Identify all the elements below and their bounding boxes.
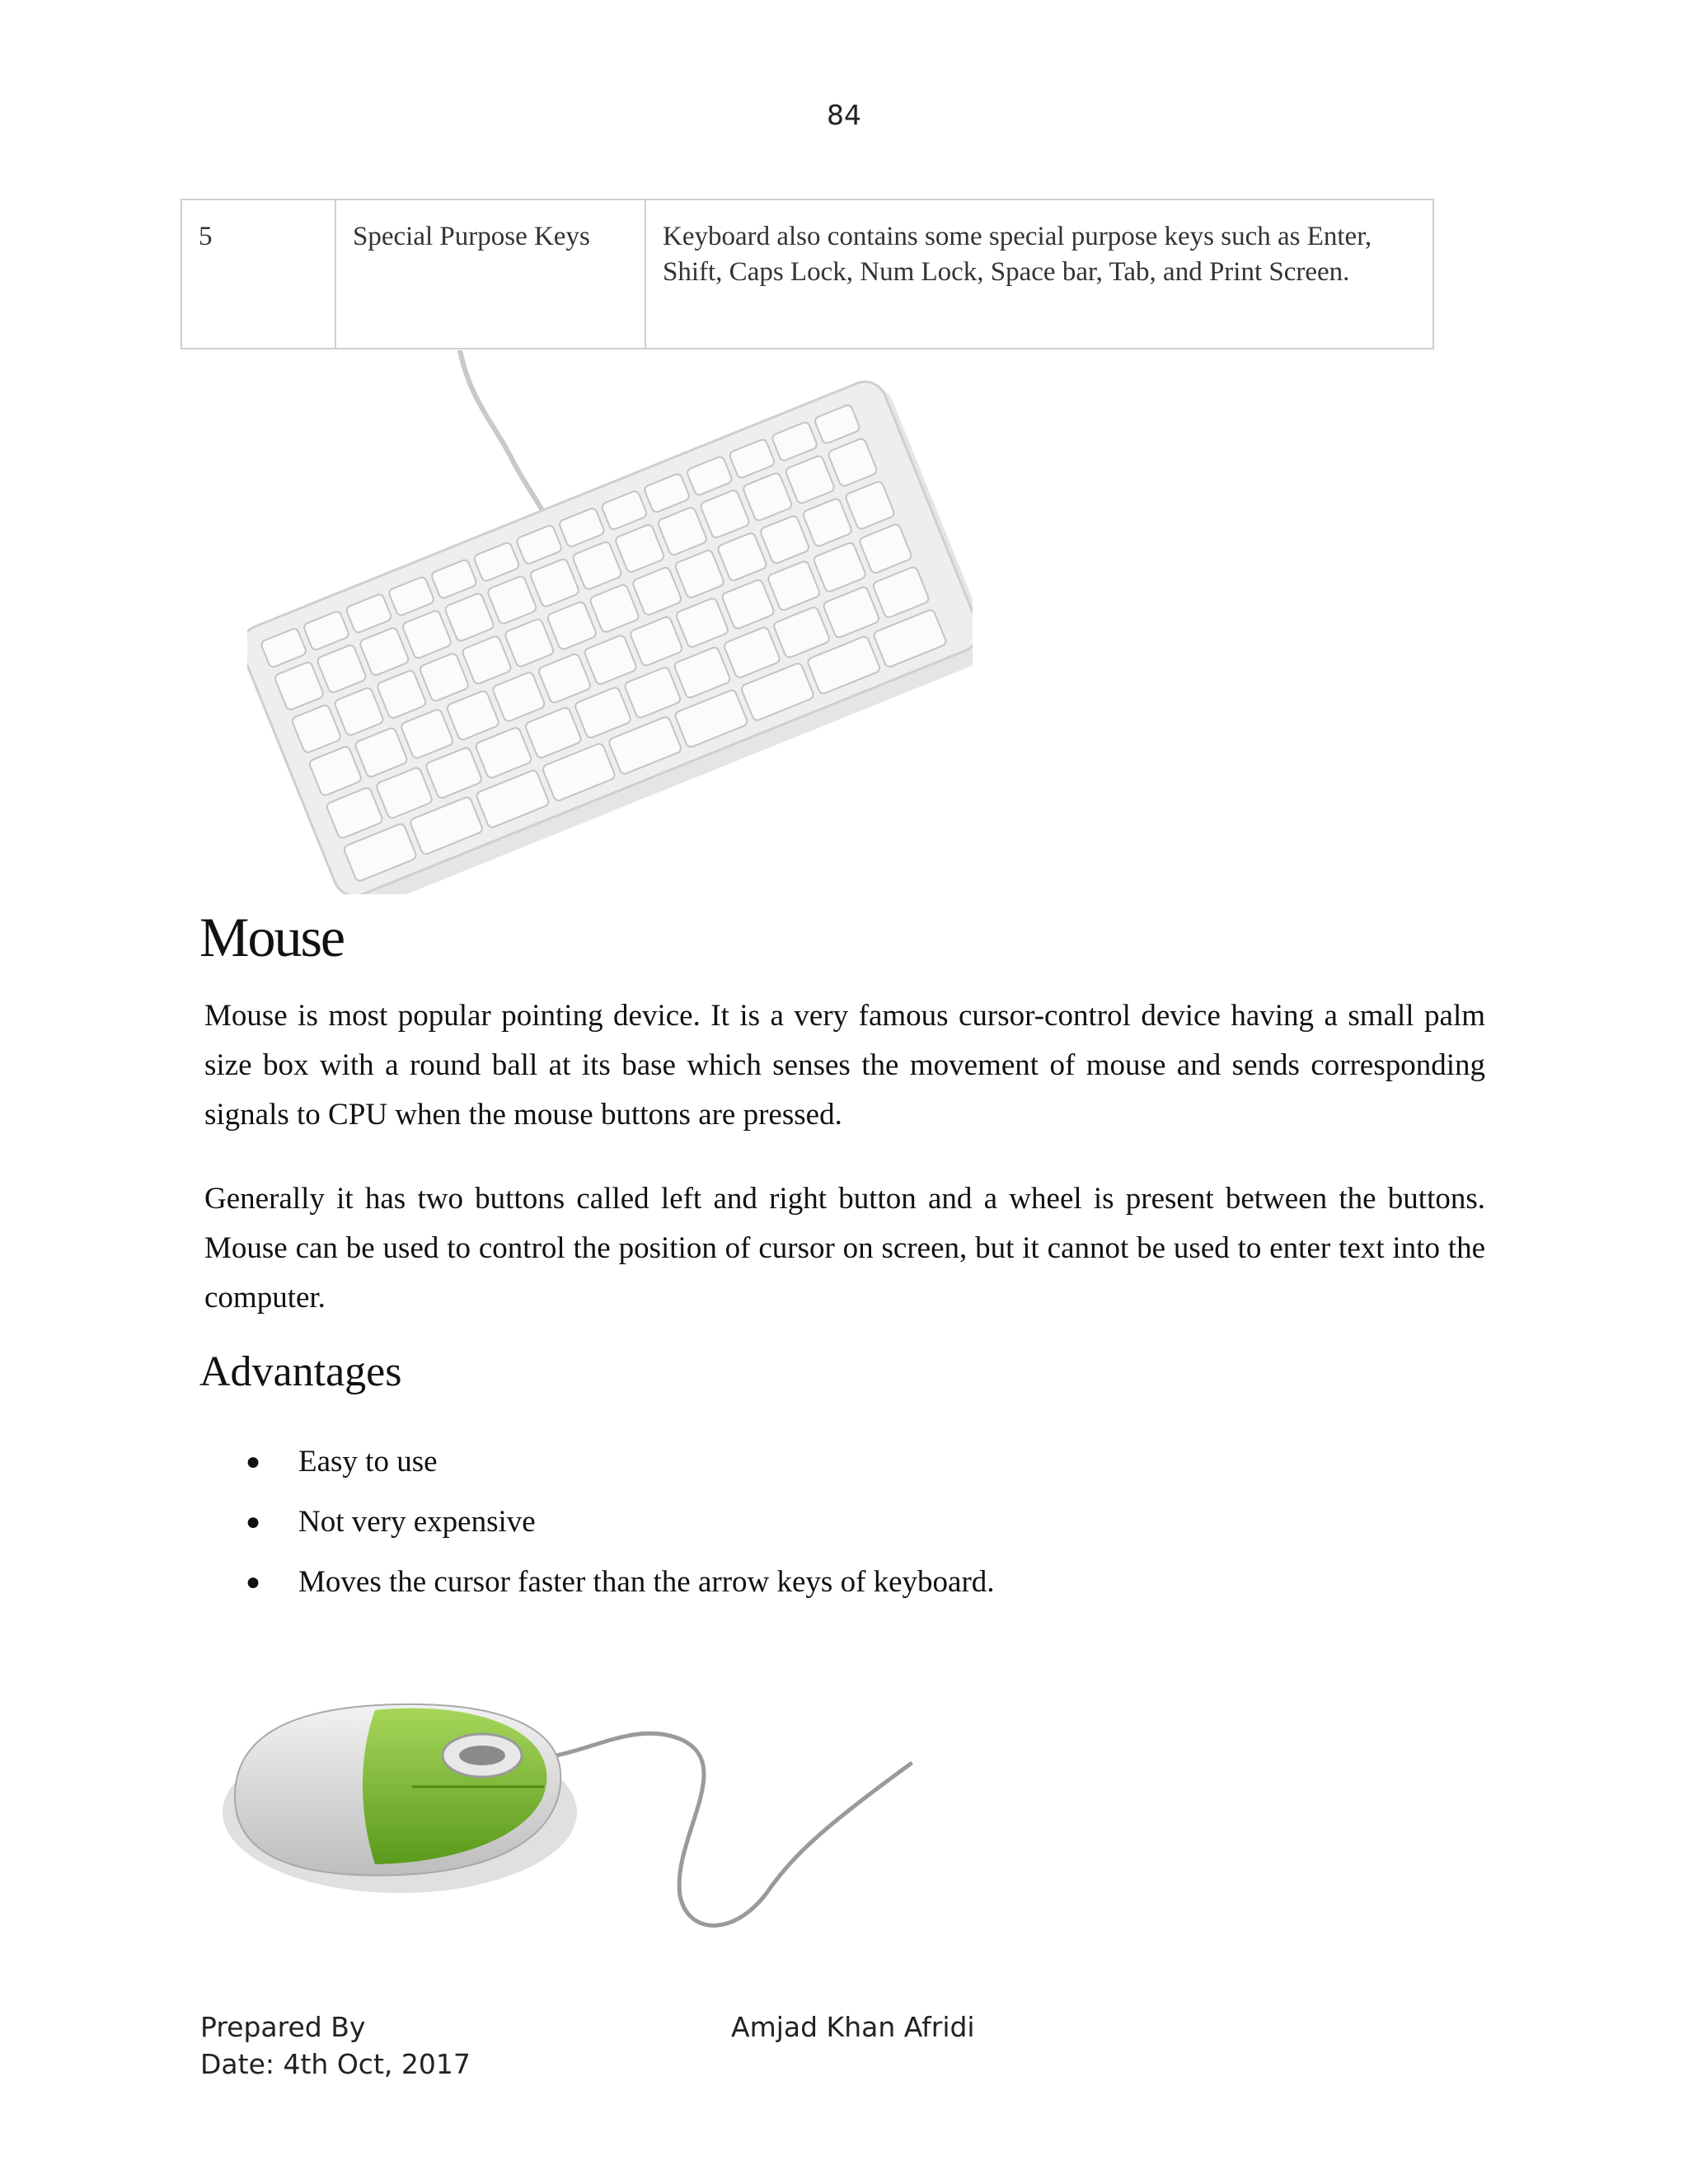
list-item-text: Not very expensive	[298, 1505, 536, 1539]
mouse-paragraph-1: Mouse is most popular pointing device. It is a very famous cursor-control device having a small palm size box with a round ball at its base which senses the movement of mouse and sends corresponding signals to CPU when the mouse buttons are pressed.	[204, 999, 1485, 1132]
bullet-icon: ●	[246, 1508, 261, 1535]
list-item	[204, 1564, 995, 1624]
row-number-cell: 5	[181, 199, 335, 349]
mouse-heading: Mouse	[199, 906, 345, 968]
footer-date: Date: 4th Oct, 2017	[200, 2048, 471, 2080]
list-item-text: Moves the cursor faster than the arrow keys of keyboard.	[298, 1565, 995, 1599]
bullet-icon: ●	[246, 1568, 261, 1596]
page-number: 84	[827, 99, 861, 131]
list-item	[204, 1504, 995, 1564]
list-item-text: Easy to use	[298, 1445, 438, 1479]
footer-prepared-by: Prepared By	[200, 2011, 366, 2043]
bullet-icon: ●	[246, 1448, 261, 1475]
keyboard-image	[247, 350, 973, 894]
list-item	[204, 1444, 995, 1504]
advantages-list	[204, 1444, 995, 1624]
key-type-cell: Special Purpose Keys	[335, 199, 645, 349]
mouse-paragraph-2: Generally it has two buttons called left and right button and a wheel is present between the buttons. Mouse can be used to control the position of cursor on screen, but it cannot be used to enter text into the computer.	[204, 1182, 1485, 1315]
advantages-heading: Advantages	[199, 1348, 402, 1395]
table-row	[181, 199, 1433, 349]
description-cell: Keyboard also contains some special purpose keys such as Enter, Shift, Caps Lock, Num Lock, Space bar, Tab, and Print Screen.	[645, 199, 1433, 349]
mouse-image	[210, 1673, 935, 1953]
footer-author: Amjad Khan Afridi	[731, 2011, 975, 2043]
keys-table	[181, 199, 1434, 349]
